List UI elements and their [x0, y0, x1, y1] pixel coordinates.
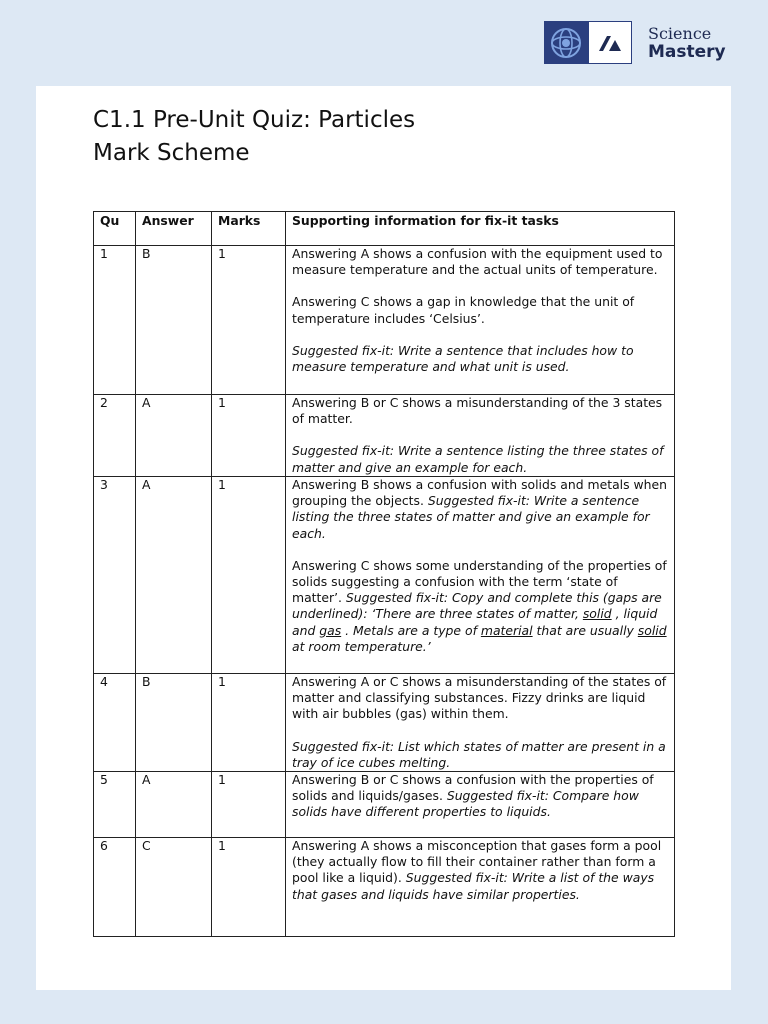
info-text — [292, 772, 668, 821]
table-row — [94, 838, 675, 937]
table-row — [94, 674, 675, 772]
cell-marks: 1 — [212, 838, 286, 937]
fix-it-segment: , liquid and — [292, 606, 658, 638]
cell-info — [286, 246, 675, 395]
cell-marks: 1 — [212, 395, 286, 477]
info-plain: Answering B or C shows a confusion with the properties of solids and liquids/gases. — [292, 772, 654, 804]
cell-qu: 2 — [94, 395, 136, 477]
fix-it-text — [292, 443, 668, 475]
underlined-word: material — [480, 622, 533, 638]
info-plain: Answering C shows some understanding of the properties of solids suggesting a confusion with the term ‘state of matter’. — [292, 557, 667, 606]
info-text: Answering A shows a confusion with the equipment used to measure temperature and the actual units of temperature. — [292, 246, 663, 278]
cell-info — [286, 772, 675, 838]
fix-it-italic: Suggested fix-it: Write a sentence listing the three states of matter and give an example for each. — [292, 443, 664, 475]
table-row — [94, 477, 675, 674]
info-text: Answering C shows a gap in knowledge that the unit of temperature includes ‘Celsius’. — [292, 294, 635, 326]
cell-qu: 5 — [94, 772, 136, 838]
cell-answer: B — [136, 246, 212, 395]
fix-it-segment: that are usually — [532, 622, 638, 638]
cell-qu: 6 — [94, 838, 136, 937]
info-text — [292, 838, 668, 903]
cell-answer: A — [136, 772, 212, 838]
fix-it-italic — [292, 590, 667, 654]
cell-answer: A — [136, 477, 212, 674]
fix-it-italic: Suggested fix-it: Write a sentence that includes how to measure temperature and what unit is used. — [292, 342, 634, 375]
page-title — [93, 104, 415, 170]
table-row — [94, 246, 675, 395]
fix-it-text — [292, 343, 668, 375]
cell-info — [286, 395, 675, 477]
info-plain: Answering B shows a confusion with solids and metals when grouping the objects. — [292, 477, 667, 509]
underlined-word: solid — [582, 606, 612, 622]
logo-badge — [544, 21, 632, 64]
fix-it-italic: Suggested fix-it: Write a sentence listing the three states of matter and give an example for each. — [292, 493, 650, 541]
cell-marks: 1 — [212, 246, 286, 395]
header-supporting-info: Supporting information for fix-it tasks — [286, 212, 675, 246]
table-row — [94, 772, 675, 838]
logo-line-mastery: Mastery — [648, 41, 726, 62]
cell-marks: 1 — [212, 772, 286, 838]
science-mastery-logo — [544, 21, 726, 64]
document-page — [36, 86, 731, 990]
cell-qu: 4 — [94, 674, 136, 772]
cell-info — [286, 838, 675, 937]
info-text — [292, 558, 668, 655]
title-line-1: C1.1 Pre-Unit Quiz: Particles — [93, 107, 416, 133]
atom-icon — [544, 21, 588, 64]
fix-it-italic: Suggested fix-it: Write a list of the ways that gases and liquids have similar properties. — [292, 870, 655, 902]
fix-it-segment: . Metals are a type of — [341, 622, 481, 638]
mastery-mark-icon — [589, 22, 631, 63]
info-text — [292, 477, 668, 542]
table-header-row — [94, 212, 675, 246]
header-qu: Qu — [94, 212, 136, 246]
cell-qu: 1 — [94, 246, 136, 395]
title-line-2: Mark Scheme — [93, 140, 250, 166]
cell-info — [286, 477, 675, 674]
table-row — [94, 395, 675, 477]
logo-wordmark — [648, 24, 726, 62]
underlined-word: solid — [637, 622, 667, 638]
cell-answer: C — [136, 838, 212, 937]
info-text: Answering A or C shows a misunderstanding of the states of matter and classifying substances. Fizzy drinks are liquid with air bubbles (gas) within them. — [292, 674, 667, 722]
cell-marks: 1 — [212, 477, 286, 674]
fix-it-segment: at room temperature.’ — [292, 638, 431, 654]
fix-it-italic: Suggested fix-it: List which states of matter are present in a tray of ice cubes melting. — [292, 738, 666, 770]
fix-it-text — [292, 739, 668, 771]
info-text: Answering B or C shows a misunderstanding of the 3 states of matter. — [292, 395, 663, 427]
underlined-word: gas — [319, 622, 342, 638]
fix-it-italic: Suggested fix-it: Compare how solids have different properties to liquids. — [292, 788, 639, 820]
header-marks: Marks — [212, 212, 286, 246]
cell-answer: B — [136, 674, 212, 772]
fix-it-segment: Suggested fix-it: Copy and complete this (gaps are underlined): ‘There are three states of matter, — [292, 590, 662, 622]
header-answer: Answer — [136, 212, 212, 246]
logo-line-science: Science — [648, 23, 712, 43]
cell-qu: 3 — [94, 477, 136, 674]
cell-answer: A — [136, 395, 212, 477]
info-plain: Answering A shows a misconception that gases form a pool (they actually flow to fill their container rather than form a pool like a liquid). — [292, 838, 662, 886]
mark-scheme-table — [93, 211, 675, 937]
cell-marks: 1 — [212, 674, 286, 772]
cell-info — [286, 674, 675, 772]
